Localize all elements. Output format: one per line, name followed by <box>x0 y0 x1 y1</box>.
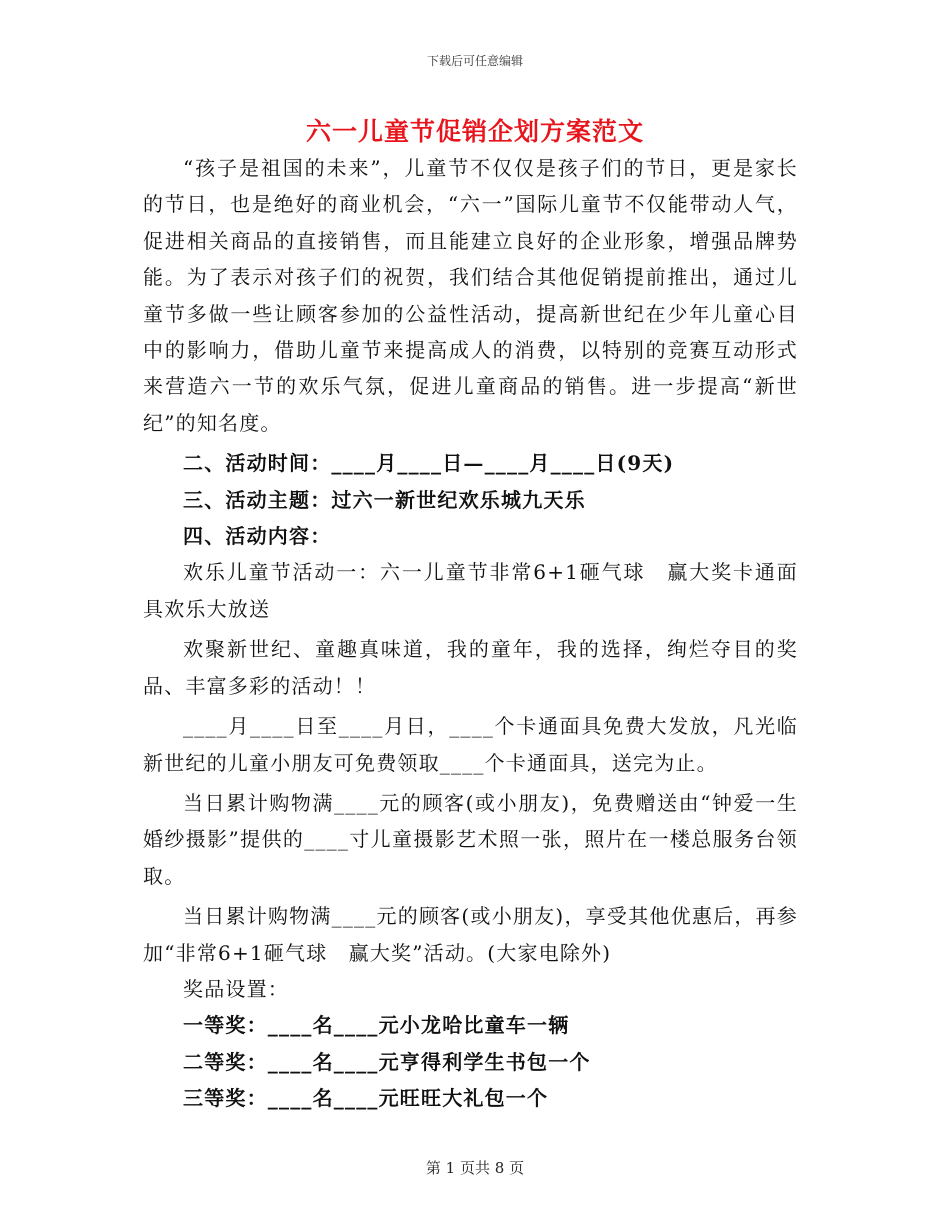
activity-one-heading: 欢乐儿童节活动一：六一儿童节非常6+1砸气球 赢大奖卡通面具欢乐大放送 <box>143 560 798 621</box>
intro-paragraph: “孩子是祖国的未来”，儿童节不仅仅是孩子们的节日，更是家长的节日，也是绝好的商业机会，“六一”国际儿童节不仅能带动人气，促进相关商品的直接销售，而且能建立良好的企业形象，增强品牌势能。为了表示对孩子们的祝贺，我们结合其他促销提前推出，通过儿童节多做一些让顾客参加的公益性活动，提高新世纪在少年儿童心目中的影响力，借助儿童节来提高成人的消费，以特别的竞赛互动形式来营造六一节的欢乐气氛，促进儿童商品的销售。进一步提高“新世纪”的知名度。 <box>143 156 798 435</box>
page-footer: 第 1 页共 8 页 <box>425 1159 525 1177</box>
balloon-game-paragraph: 当日累计购物满____元的顾客(或小朋友)，享受其他优惠后，再参加“非常6+1砸气球 赢大奖”活动。(大家电除外) <box>143 904 798 965</box>
mask-giveaway-paragraph: ____月____日至____月日，____个卡通面具免费大发放，凡光临新世纪的儿童小朋友可免费领取____个卡通面具，送完为止。 <box>143 714 798 775</box>
document-title: 六一儿童节促销企划方案范文 <box>305 117 644 146</box>
activity-slogan-paragraph: 欢聚新世纪、童趣真味道，我的童年，我的选择，绚烂夺目的奖品、丰富多彩的活动！！ <box>143 637 798 698</box>
section-activity-time: 二、活动时间：____月____日—____月____日(9天) <box>183 451 675 476</box>
first-prize: 一等奖：____名____元小龙哈比童车一辆 <box>183 1013 570 1038</box>
section-activity-content: 四、活动内容： <box>183 524 332 549</box>
third-prize: 三等奖：____名____元旺旺大礼包一个 <box>183 1086 549 1111</box>
section-activity-theme: 三、活动主题：过六一新世纪欢乐城九天乐 <box>183 487 586 512</box>
photo-gift-paragraph: 当日累计购物满____元的顾客(或小朋友)，免费赠送由“钟爱一生婚纱摄影”提供的____寸儿童摄影艺术照一张，照片在一楼总服务台领取。 <box>143 790 798 888</box>
page-header: 下载后可任意编辑 <box>426 54 523 68</box>
prize-setting-label: 奖品设置： <box>183 976 289 1001</box>
second-prize: 二等奖：____名____元亨得利学生书包一个 <box>183 1049 591 1074</box>
document-body <box>143 150 798 1117</box>
